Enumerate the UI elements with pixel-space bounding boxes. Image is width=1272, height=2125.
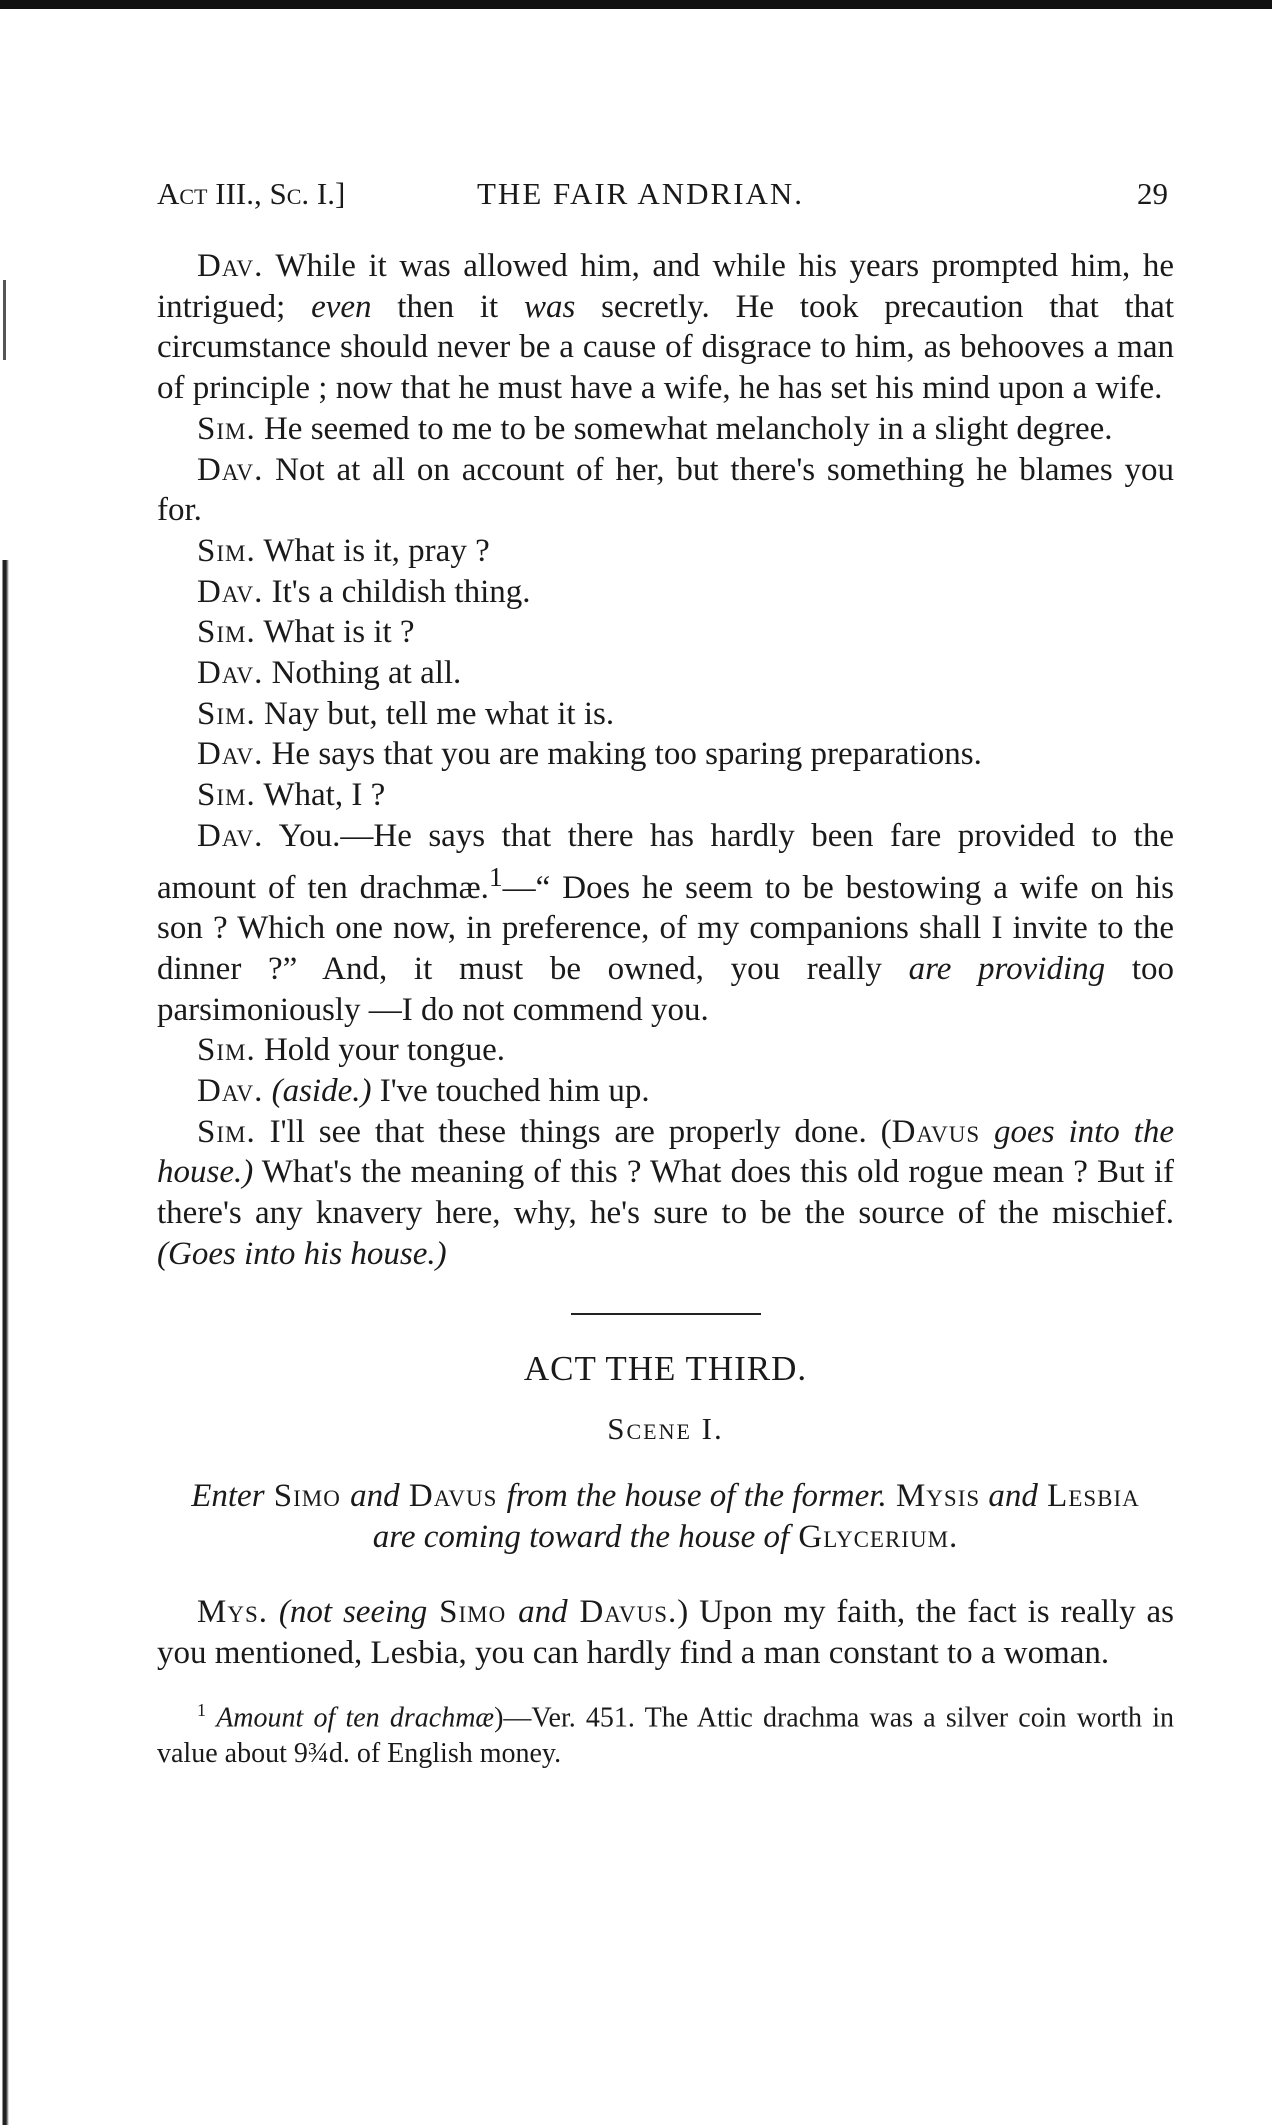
speech [157, 816, 1174, 1031]
text-run: What, I ? [263, 777, 386, 814]
running-head [157, 168, 1174, 216]
speech [157, 734, 1174, 775]
footnote [157, 1693, 1174, 1770]
italic-text: and [518, 1593, 568, 1630]
character-name: Simo [427, 1593, 519, 1630]
speaker-label: Dav . [197, 1073, 263, 1109]
text-run: What is it ? [263, 614, 415, 651]
text-run: Nothing at all. [271, 655, 462, 692]
top-edge-rule [0, 0, 1272, 9]
speaker-label: Sim . [197, 1114, 256, 1150]
speaker-label: Sim . [197, 533, 256, 569]
speaker-label: Sim . [197, 696, 256, 732]
text-run: Nay but, tell me what it is. [263, 695, 615, 732]
text-run: )—Ver. 451. The Attic drachma was a silver coin worth in value about 9¾d. of English money. [157, 1702, 1175, 1769]
character-name: Lesbia [1037, 1477, 1140, 1514]
text-run: You.—He says that there has hardly been fare provided to the amount of ten drachmæ. [157, 817, 1174, 906]
text-run: ) Upon my faith, the fact is really as you mentioned, Lesbia, you can hardly find a man constant to a woman. [157, 1593, 1174, 1671]
italic-text: even [311, 288, 372, 325]
speaker-label: Sim . [197, 777, 256, 813]
text-run: secretly. He took precaution that that circumstance should never be a cause of disgrace to him, as behooves a man of principle ; now that he must have a wife, he has set his mind upon a wife. [157, 288, 1174, 407]
italic-text: are coming toward the house of [372, 1518, 790, 1555]
speaker-label: Mys . [197, 1594, 268, 1630]
scan-edge-mark [3, 280, 6, 360]
italic-text: and [980, 1477, 1038, 1514]
text-run: It's a childish thing. [271, 573, 531, 610]
speech [157, 775, 1174, 816]
text-run: What is it, pray ? [263, 532, 490, 569]
speaker-label: Dav . [197, 574, 263, 610]
running-head-title: THE FAIR ANDRIAN. [477, 176, 805, 211]
text-run: While it was allowed him, and while his years prompted him, he intrigued; [157, 248, 1175, 325]
speaker-label: Dav . [197, 736, 263, 772]
italic-text: and [350, 1477, 400, 1514]
speech [157, 612, 1174, 653]
speech [157, 409, 1174, 450]
act-title: ACT THE THIRD. [523, 1348, 808, 1388]
speech [157, 450, 1174, 531]
speech [157, 572, 1174, 613]
text-run: Hold your tongue. [263, 1032, 506, 1069]
speech-list [157, 246, 1174, 1275]
text-run: He seemed to me to be somewhat melancholy in a slight degree. [263, 410, 1113, 447]
scene-title: Scene I. [607, 1411, 724, 1447]
section-divider [571, 1313, 761, 1315]
character-name: Simo [264, 1477, 351, 1514]
dialogue-block [157, 246, 1174, 1673]
character-name: Davus. [567, 1593, 678, 1630]
italic-text: was [523, 288, 576, 325]
speech [157, 531, 1174, 572]
speaker-label: Dav . [197, 655, 263, 691]
italic-text: Amount of ten drachmæ [216, 1702, 495, 1734]
italic-text: from the house of the former. [506, 1477, 887, 1514]
speech [157, 246, 1174, 409]
character-name: Davus [399, 1477, 507, 1514]
running-head-act-scene: Act III., Sc. I.] [157, 176, 346, 211]
speaker-label: Dav . [197, 248, 263, 284]
text-run: What's the meaning of this ? What does this old rogue mean ? But if there's any knavery here, why, he's sure to be the source of the mischief. [157, 1154, 1174, 1232]
speaker-label: Dav . [197, 452, 263, 488]
italic-text: (not seeing [278, 1593, 428, 1630]
text-run: —“ Does he seem to be bestowing a wife on his son ? Which one now, in preference, of my companions shall I invite to the dinner ?” And, it must be owned, you really [157, 869, 1174, 987]
scene-speech-list [157, 1592, 1174, 1673]
italic-text: (Goes into his house.) [157, 1235, 447, 1272]
stage-direction [157, 1476, 1174, 1558]
speaker-label: Sim . [197, 614, 256, 650]
text-run: then it [371, 288, 524, 325]
book-page [157, 168, 1174, 1771]
footnote-ref: 1 [488, 860, 503, 892]
italic-text: goes into the house.) [157, 1113, 1174, 1191]
scan-page-edge [0, 560, 28, 2125]
footnote-marker: 1 [197, 1700, 206, 1721]
speech [157, 1112, 1174, 1275]
italic-text: Enter [191, 1477, 265, 1514]
speaker-label: Sim . [197, 1032, 256, 1068]
speech [157, 1071, 1174, 1112]
text-run: too parsimoniously —I do not commend you. [157, 950, 1174, 1028]
speaker-label: Sim . [197, 411, 256, 447]
italic-text: (aside.) [271, 1073, 372, 1110]
text-run: Not at all on account of her, but there's something he blames you for. [157, 451, 1174, 529]
speech [157, 653, 1174, 694]
text-run: I'll see that these things are properly done. ( [269, 1113, 892, 1150]
character-name: Glycerium. [789, 1518, 959, 1555]
text-run: I've touched him up. [371, 1073, 650, 1110]
speech [157, 694, 1174, 735]
text-run: He says that you are making too sparing preparations. [271, 736, 982, 773]
character-name: Davus [891, 1113, 981, 1150]
speaker-label: Dav . [197, 818, 263, 854]
character-name: Mysis [886, 1477, 981, 1514]
speech [157, 1030, 1174, 1071]
speech [157, 1592, 1174, 1673]
italic-text: are providing [908, 950, 1106, 987]
page-number: 29 [1137, 176, 1168, 211]
